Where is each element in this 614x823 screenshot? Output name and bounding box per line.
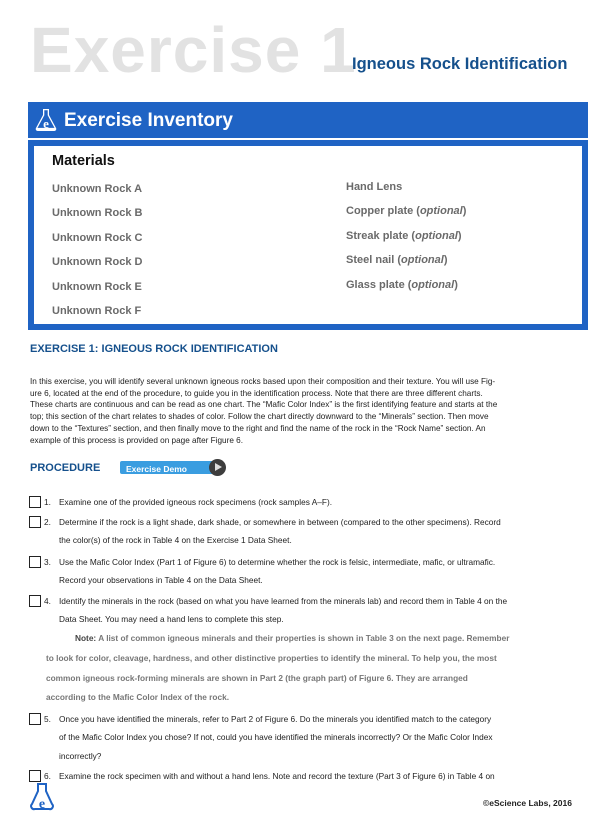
inventory-banner-title: Exercise Inventory <box>64 110 233 131</box>
note-line: common igneous rock-forming minerals are shown in Part 2 (the graph part) of Figure 6. They are arranged <box>46 673 468 683</box>
step-checkbox[interactable] <box>29 516 41 528</box>
procedure-heading: PROCEDURE <box>30 462 101 474</box>
note-line: according to the Mafic Color Index of the rock. <box>46 692 230 702</box>
material-item: Unknown Rock D <box>52 256 143 269</box>
material-item: Copper plate (optional) <box>346 205 467 218</box>
material-item: Unknown Rock F <box>52 304 142 317</box>
intro-paragraph: In this exercise, you will identify several unknown igneous rocks based upon their composition and their texture. You will use Fig- ure 6, located at the end of the procedure, to guide you in the identification process. Note that there are three different charts. These charts are continuous and can be read as one chart. The “Mafic Color Index” is the first identifying feature and starts at the top; this section of the chart relates to shades of color. Follow the chart directly downward to the “Minerals” section. Then move down to the “Textures” section, and then finally move to the right and find the name of the rock in the “Rock Name” section. An example of this process is provided on page after Figure 6. <box>30 377 498 445</box>
material-item: Unknown Rock A <box>52 183 143 195</box>
flask-e-logo-icon <box>30 782 54 812</box>
footer-copyright: ©eScience Labs, 2016 <box>483 798 572 808</box>
step-checkbox[interactable] <box>29 770 41 782</box>
step-checkbox[interactable] <box>29 595 41 607</box>
step-checkbox[interactable] <box>29 496 41 508</box>
material-item: Steel nail (optional) <box>346 254 448 267</box>
material-item: Unknown Rock B <box>52 207 143 220</box>
exercise-demo-label: Exercise Demo <box>126 464 187 474</box>
material-item: Glass plate (optional) <box>346 278 458 291</box>
exercise-heading: EXERCISE 1: IGNEOUS ROCK IDENTIFICATION <box>30 343 278 355</box>
material-item: Unknown Rock C <box>52 231 143 244</box>
materials-heading: Materials <box>52 153 115 169</box>
note-line: to look for color, cleavage, hardness, and other distinctive properties to identify the mineral. To help you, the most <box>46 653 497 663</box>
exercise-demo-button[interactable] <box>120 459 228 476</box>
material-item: Unknown Rock E <box>52 280 142 293</box>
flask-e-logo-icon <box>32 106 60 134</box>
material-item: Streak plate (optional) <box>346 229 462 242</box>
inventory-banner <box>28 102 588 138</box>
step-checkbox[interactable] <box>29 556 41 568</box>
materials-list-tools <box>346 180 466 302</box>
step-checkbox[interactable] <box>29 713 41 725</box>
exercise-title-watermark: Exercise 1 <box>30 14 357 86</box>
materials-list-rocks <box>52 182 142 328</box>
play-icon <box>209 459 226 476</box>
material-item: Hand Lens <box>346 181 403 193</box>
note-line: Note: A list of common igneous minerals and their properties is shown in Table 3 on the next page. Remember <box>75 633 510 643</box>
svg-text:e: e <box>38 797 46 812</box>
materials-box <box>28 140 588 330</box>
svg-text:e: e <box>43 116 49 131</box>
exercise-subtitle: Igneous Rock Identification <box>352 55 568 73</box>
